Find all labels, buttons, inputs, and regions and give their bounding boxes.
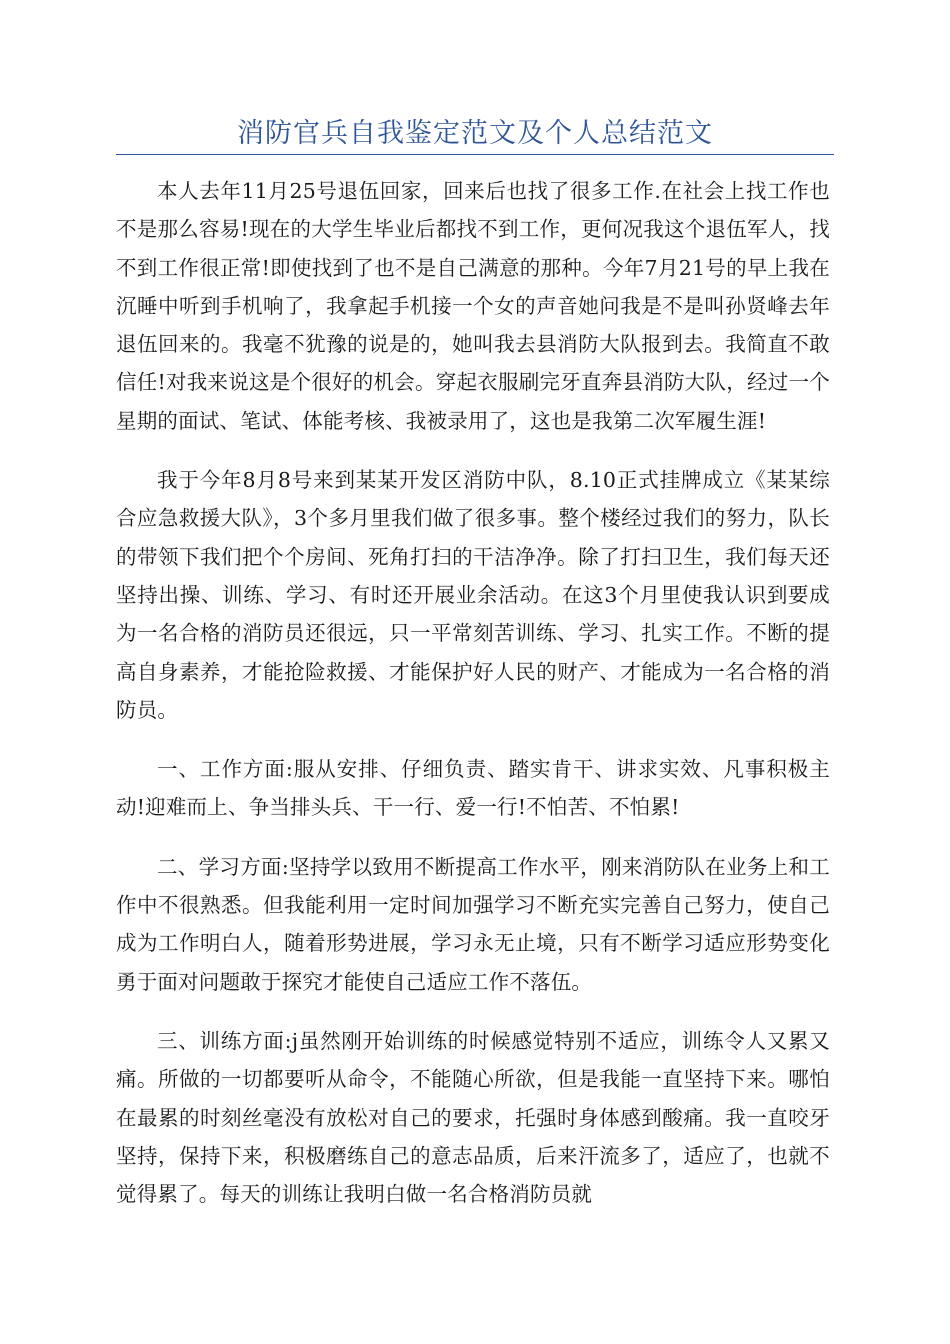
title-underline: [116, 154, 834, 155]
paragraph-training-aspect: 三、训练方面:j虽然刚开始训练的时候感觉特别不适应，训练令人又累又痛。所做的一切都要听从命令，不能随心所欲，但是我能一直坚持下来。哪怕在最累的时刻丝毫没有放松对自己的要求，托强时身体感到酸痛。我一直咬牙坚持，保持下来，积极磨练自己的意志品质，后来汗流多了，适应了，也就不觉得累了。每天的训练让我明白做一名合格消防员就: [116, 1028, 830, 1207]
paragraph-study-aspect: 二、学习方面:坚持学以致用不断提高工作水平，刚来消防队在业务上和工作中不很熟悉。但我能利用一定时间加强学习不断充实完善自己努力，使自己成为工作明白人，随着形势进展，学习永无止境，只有不断学习适应形势变化勇于面对问题敢于探究才能使自己适应工作不落伍。: [116, 854, 830, 994]
paragraph-intro: 本人去年11月25号退伍回家，回来后也找了很多工作.在社会上找工作也不是那么容易!现在的大学生毕业后都找不到工作，更何况我这个退伍军人，找不到工作很正常!即使找到了也不是自己满意的那种。今年7月21号的早上我在沉睡中听到手机响了，我拿起手机接一个女的声音她问我是不是叫孙贤峰去年退伍回来的。我毫不犹豫的说是的，她叫我去县消防大队报到去。我简直不敢信任!对我来说这是个很好的机会。穿起衣服刷完牙直奔县消防大队，经过一个星期的面试、笔试、体能考核、我被录用了，这也是我第二次军履生涯!: [116, 179, 830, 433]
paragraph-work-aspect: 一、工作方面:服从安排、仔细负责、踏实肯干、讲求实效、凡事积极主动!迎难而上、争当排头兵、干一行、爱一行!不怕苦、不怕累!: [116, 757, 830, 820]
document-title: 消防官兵自我鉴定范文及个人总结范文: [237, 118, 713, 149]
document-body: [116, 172, 830, 1234]
paragraph-unit-work: 我于今年8月8号来到某某开发区消防中队，8.10正式挂牌成立《某某综合应急救援大队》，3个多月里我们做了很多事。整个楼经过我们的努力，队长的带领下我们把个个房间、死角打扫的干洁净净。除了打扫卫生，我们每天还坚持出操、训练、学习、有时还开展业余活动。在这3个月里使我认识到要成为一名合格的消防员还很远，只一平常刻苦训练、学习、扎实工作。不断的提高自身素养，才能抢险救援、才能保护好人民的财产、才能成为一名合格的消防员。: [116, 468, 830, 722]
